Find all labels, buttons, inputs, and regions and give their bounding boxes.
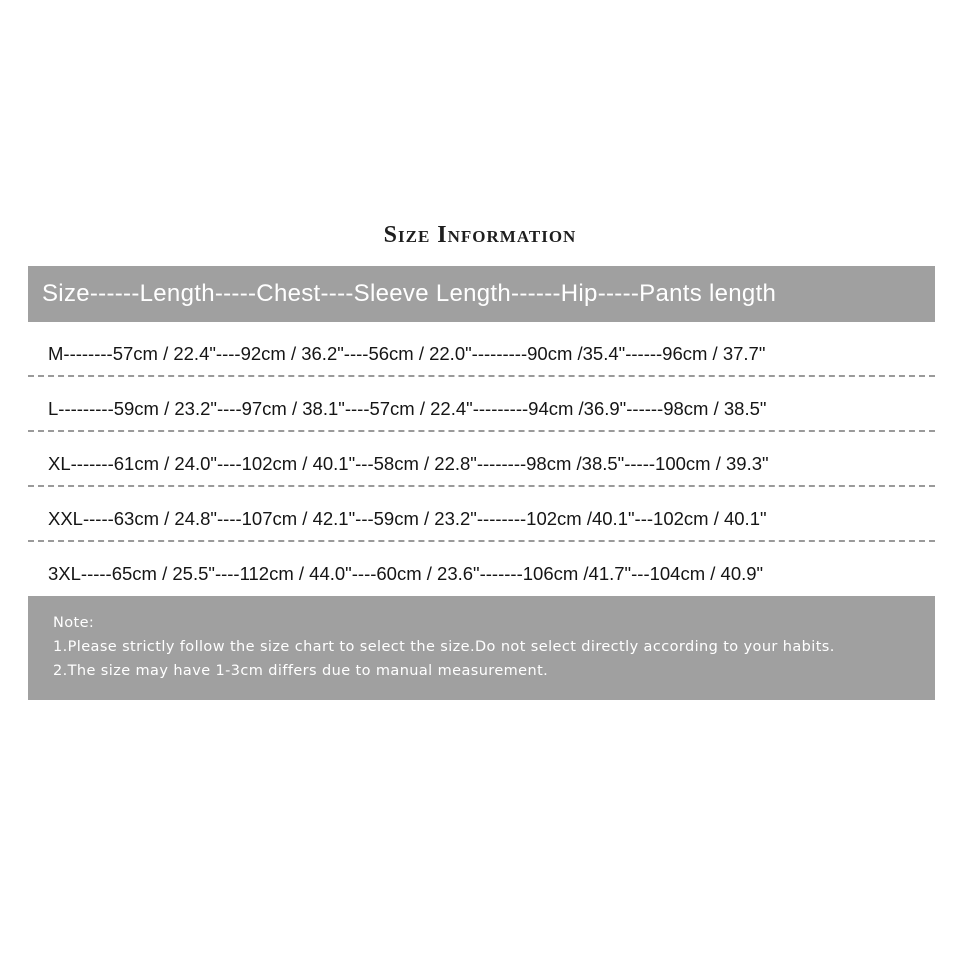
row-text-3xl: 3XL-----65cm / 25.5"----112cm / 44.0"----60cm / 23.6"-------106cm /41.7"---104cm / 40.9" (48, 563, 764, 584)
note-line-2: 2.The size may have 1-3cm differs due to manual measurement. (53, 663, 549, 679)
table-row (28, 377, 935, 432)
table-row (28, 432, 935, 487)
notes-box (28, 596, 935, 700)
size-table-header: Size------Length-----Chest----Sleeve Length------Hip-----Pants length (28, 266, 935, 322)
table-row (28, 542, 935, 597)
size-table (28, 322, 935, 597)
row-text-m: M--------57cm / 22.4"----92cm / 36.2"----56cm / 22.0"---------90cm /35.4"------96cm / 37.7" (48, 343, 766, 364)
row-text-xl: XL-------61cm / 24.0"----102cm / 40.1"---58cm / 22.8"--------98cm /38.5"-----100cm / 39.3" (48, 453, 769, 474)
page-title: Size Information (383, 222, 577, 248)
notes-heading: Note: (53, 615, 95, 631)
row-text-l: L---------59cm / 23.2"----97cm / 38.1"----57cm / 22.4"---------94cm /36.9"------98cm / 38.5" (48, 398, 767, 419)
note-line-1: 1.Please strictly follow the size chart to select the size.Do not select directly according to your habits. (53, 639, 835, 655)
table-row (28, 487, 935, 542)
table-row (28, 322, 935, 377)
row-text-xxl: XXL-----63cm / 24.8"----107cm / 42.1"---59cm / 23.2"--------102cm /40.1"---102cm / 40.1" (48, 508, 767, 529)
